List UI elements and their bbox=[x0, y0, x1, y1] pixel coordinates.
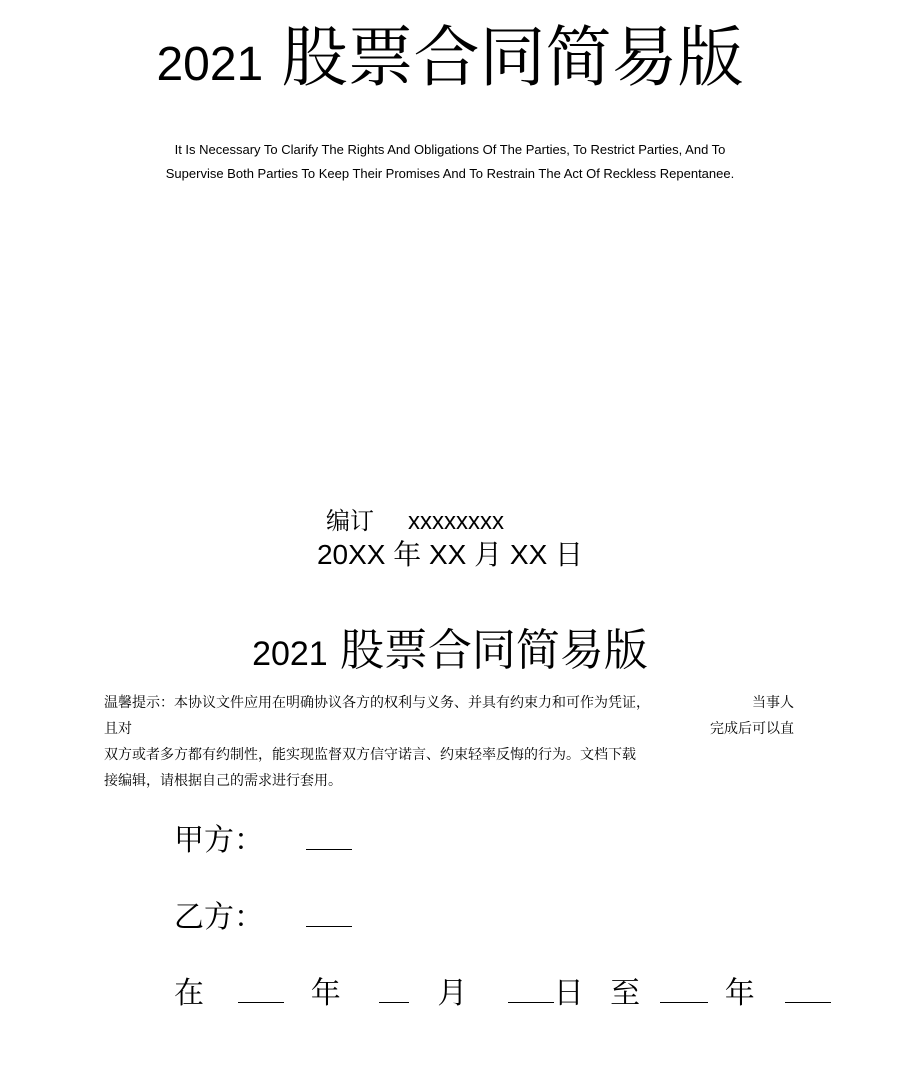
term-month2-blank[interactable] bbox=[785, 976, 831, 1003]
term-month1-label: 月 bbox=[437, 977, 468, 1010]
term-day1-blank[interactable] bbox=[508, 976, 554, 1003]
party-b-label: 乙方： bbox=[174, 901, 264, 934]
cover-subtitle-line-1: It Is Necessary To Clarify The Rights And Obligations Of The Parties, To Restrict Parties, And To bbox=[174, 142, 726, 157]
body-title bbox=[0, 622, 900, 683]
term-year2-blank[interactable] bbox=[660, 976, 708, 1003]
cover-title bbox=[0, 18, 900, 104]
editor-label: 编订 bbox=[326, 508, 374, 535]
editor-line bbox=[326, 506, 504, 538]
party-a-row bbox=[174, 821, 352, 861]
editor-value: xxxxxxxx bbox=[408, 508, 504, 535]
tip-line-1-right: 当事人 bbox=[752, 694, 794, 710]
cover-date: 20XX 年 XX 月 XX 日 bbox=[316, 539, 584, 570]
party-b-row bbox=[174, 898, 352, 938]
cover-subtitle-line-2: Supervise Both Parties To Keep Their Promises And To Restrain The Act Of Reckless Repentanee. bbox=[165, 166, 735, 181]
party-a-blank[interactable] bbox=[306, 823, 352, 850]
tip-line-2: 且对 bbox=[104, 720, 132, 736]
term-year1-blank[interactable] bbox=[238, 976, 284, 1003]
cover-title-text: 股票合同简易版 bbox=[281, 20, 744, 94]
tip-line-4: 接编辑，请根据自己的需求进行套用。 bbox=[104, 772, 342, 788]
term-zhi: 至 bbox=[610, 977, 641, 1010]
term-year2-label: 年 bbox=[724, 977, 755, 1010]
tip-line-3: 双方或者多方都有约制性，能实现监督双方信守诺言、约束轻率反悔的行为。文档下载 bbox=[104, 746, 636, 762]
term-day1-label: 日 bbox=[553, 977, 584, 1010]
tip-line-2-right: 完成后可以直 bbox=[710, 720, 794, 736]
party-b-blank[interactable] bbox=[306, 900, 352, 927]
term-row bbox=[174, 974, 831, 1014]
cover-title-year: 2021 bbox=[156, 38, 264, 91]
term-zai: 在 bbox=[174, 977, 204, 1010]
cover-subtitle bbox=[120, 138, 780, 186]
term-month1-blank[interactable] bbox=[379, 976, 409, 1003]
body-title-year: 2021 bbox=[252, 635, 328, 673]
body-title-text: 股票合同简易版 bbox=[339, 626, 648, 675]
tip-line-1: 温馨提示：本协议文件应用在明确协议各方的权利与义务、并具有约束力和可作为凭证， bbox=[104, 694, 650, 710]
term-year1-label: 年 bbox=[310, 977, 341, 1010]
party-a-label: 甲方： bbox=[174, 824, 264, 857]
